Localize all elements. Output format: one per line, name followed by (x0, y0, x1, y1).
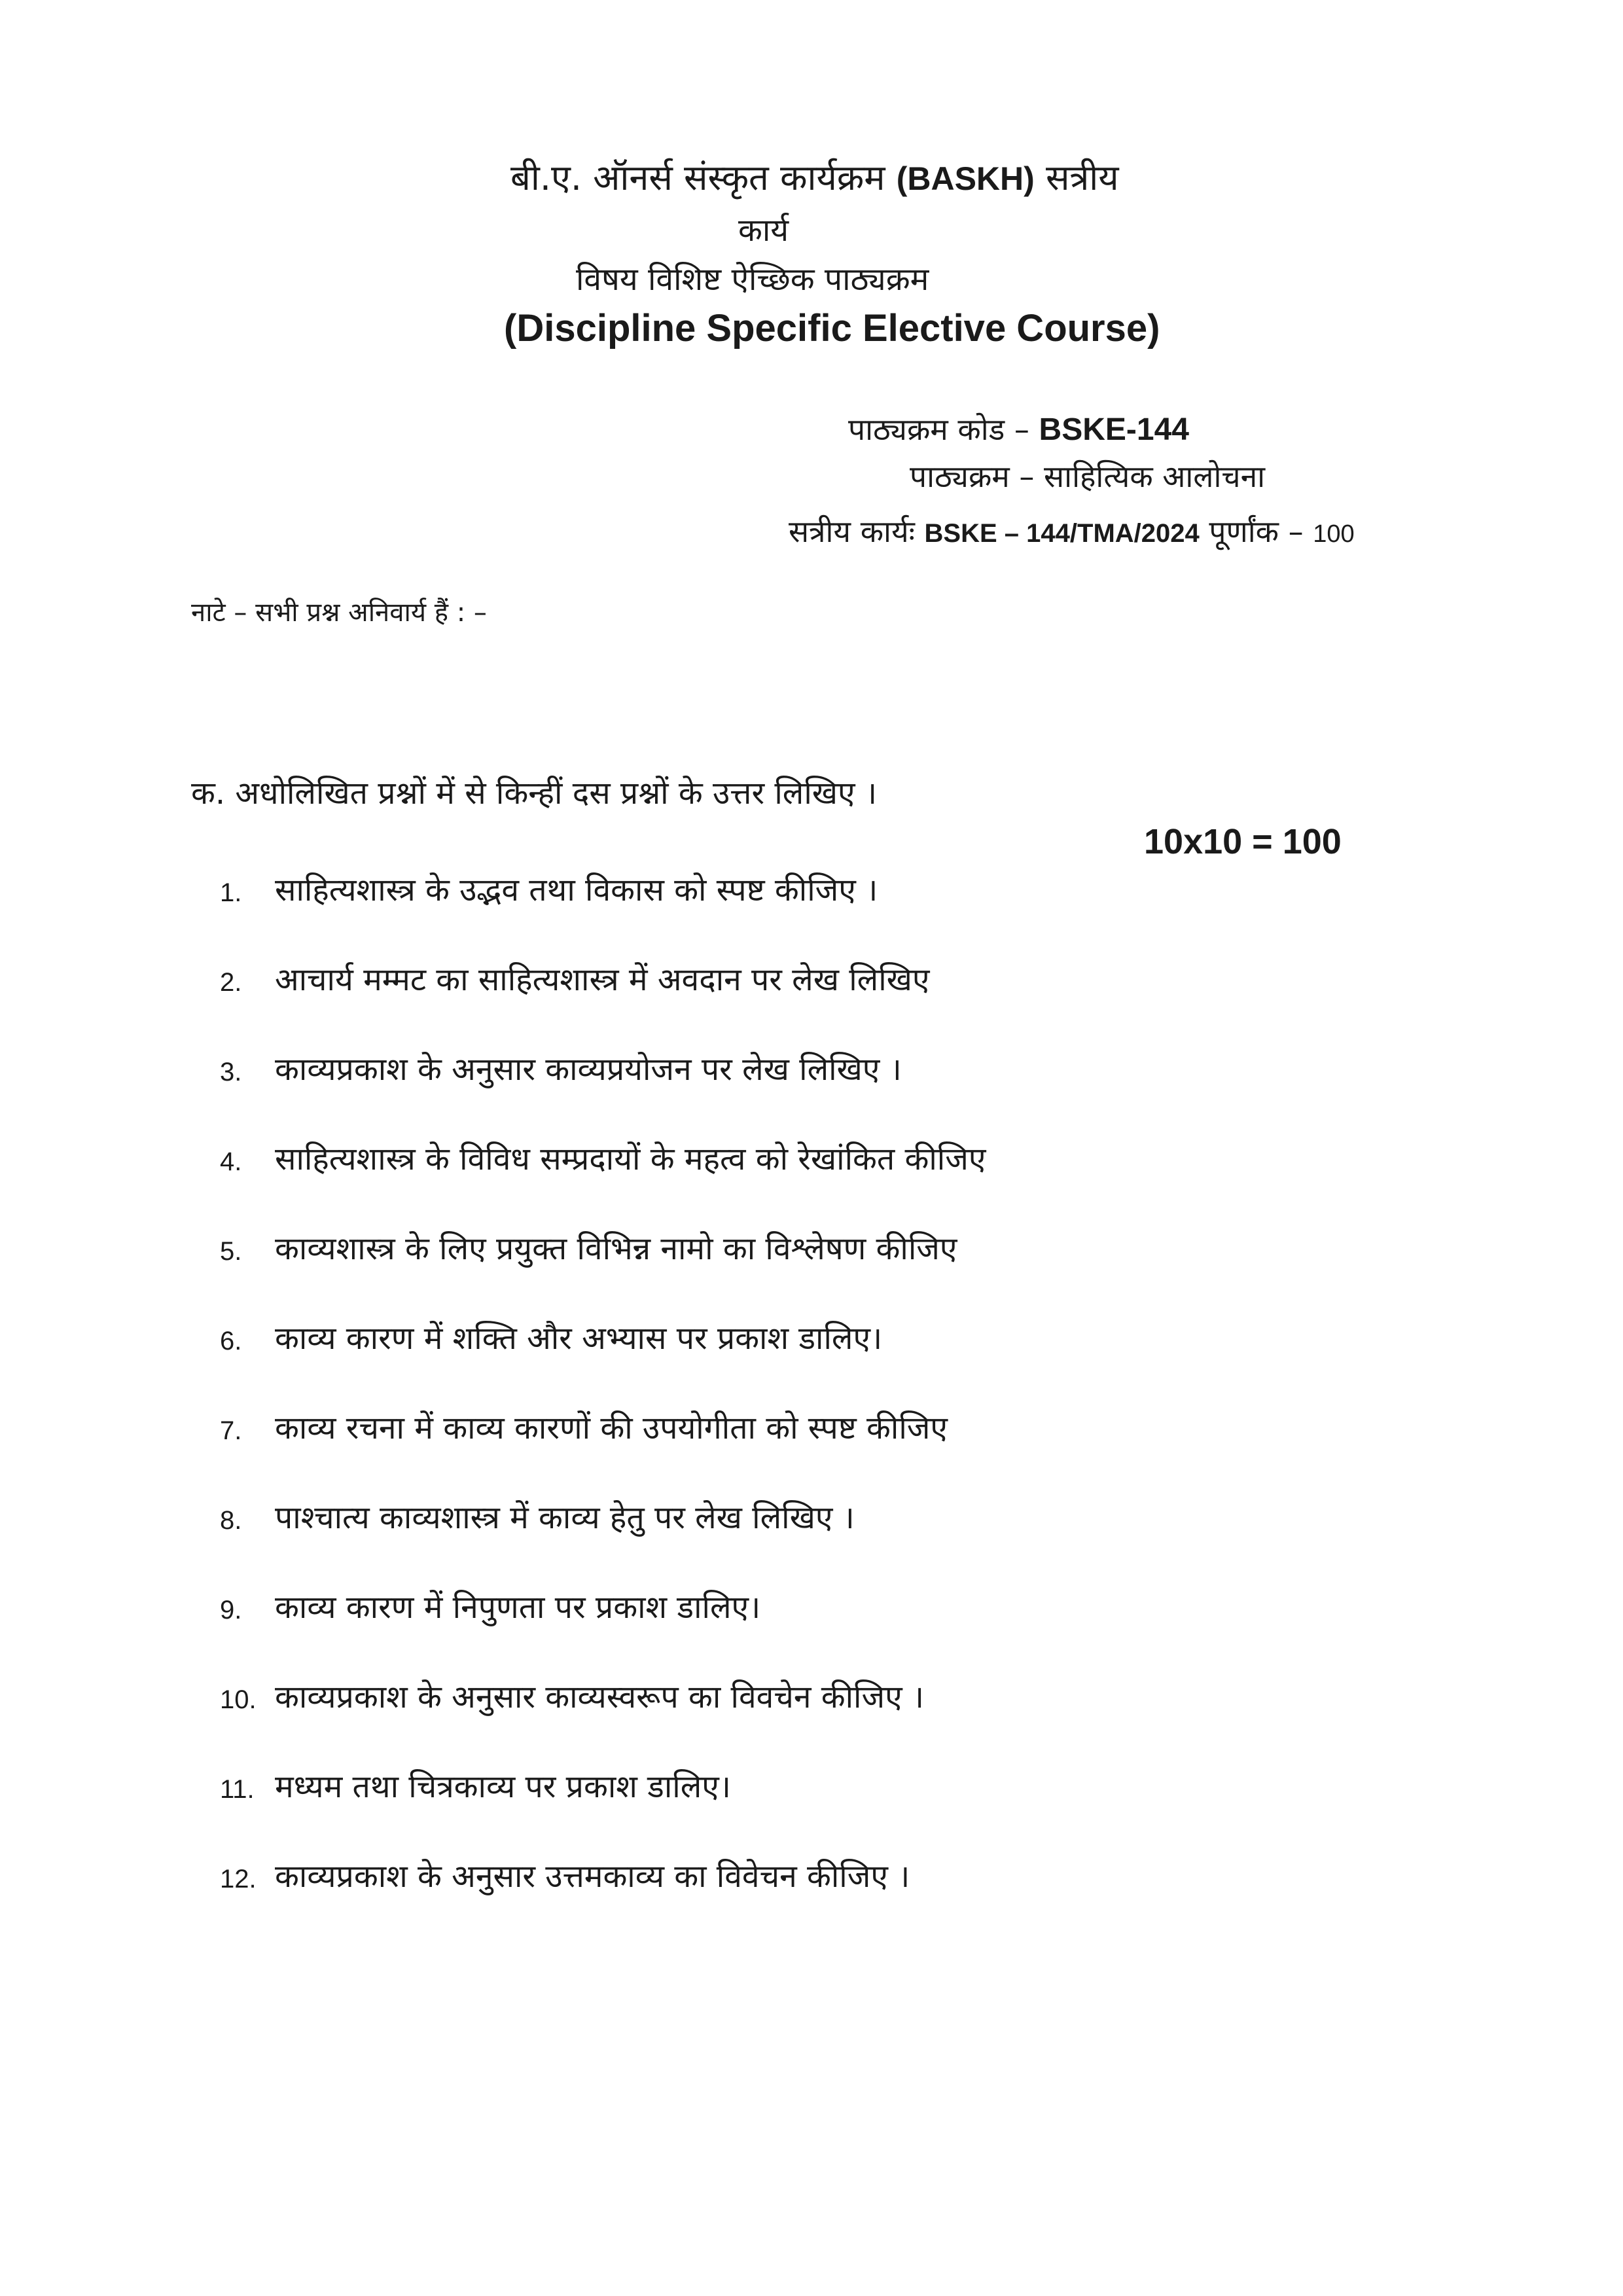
programme-title (510, 152, 1119, 200)
question-text: साहित्यशास्त्र के उद्भव तथा विकास को स्पष्ट कीजिए । (275, 872, 878, 908)
course-category-english: (Discipline Specific Elective Course) (504, 307, 1160, 350)
question-number: 8. (220, 1506, 242, 1535)
question-text: मध्यम तथा चित्रकाव्य पर प्रकाश डालिए। (275, 1768, 731, 1805)
question-number: 11. (220, 1775, 255, 1804)
section-heading: क. अधोलिखित प्रश्नों में से किन्हीं दस प्रश्नों के उत्तर लिखिए । (191, 775, 878, 812)
question-item (220, 1585, 986, 1675)
question-item (220, 868, 986, 958)
question-text: काव्यप्रकाश के अनुसार काव्यस्वरूप का विवचेन कीजिए । (275, 1679, 925, 1715)
question-item (220, 1675, 986, 1765)
question-number: 4. (220, 1147, 242, 1176)
question-text: काव्यप्रकाश के अनुसार उत्तमकाव्य का विवेचन कीजिए । (275, 1858, 910, 1895)
assignment-line (789, 511, 1355, 551)
question-text: काव्य कारण में शक्ति और अभ्यास पर प्रकाश डालिए। (275, 1320, 883, 1357)
question-number: 7. (220, 1416, 242, 1445)
section-marks: 10x10 = 100 (1144, 822, 1342, 861)
question-text: साहित्यशास्त्र के विविध सम्प्रदायों के महत्व को रेखांकित कीजिए (275, 1141, 986, 1177)
max-marks: 100 (1313, 520, 1355, 548)
question-number: 2. (220, 968, 242, 997)
question-item (220, 1406, 986, 1496)
question-text: काव्य रचना में काव्य कारणों की उपयोगीता को स्पष्ट कीजिए (275, 1410, 948, 1446)
question-number: 12. (220, 1865, 257, 1893)
assignment-label: सत्रीय कार्यः (789, 514, 915, 549)
question-number: 5. (220, 1237, 242, 1266)
question-list (220, 868, 986, 1944)
question-text: आचार्य मम्मट का साहित्यशास्त्र में अवदान पर लेख लिखिए (275, 961, 930, 998)
programme-title-continuation: कार्य (738, 212, 789, 249)
question-text: काव्य कारण में निपुणता पर प्रकाश डालिए। (275, 1589, 761, 1626)
question-text: काव्यप्रकाश के अनुसार काव्यप्रयोजन पर लेख लिखिए । (275, 1051, 902, 1088)
assignment-code: BSKE – 144/TMA/2024 (924, 519, 1200, 548)
max-marks-label: पूर्णांक – (1209, 514, 1304, 549)
question-item (220, 1316, 986, 1406)
question-text: पाश्चात्य काव्यशास्त्र में काव्य हेतु पर लेख लिखिए । (275, 1499, 855, 1536)
question-item (220, 958, 986, 1047)
question-item (220, 1765, 986, 1854)
course-name-line: पाठ्यक्रम – साहित्यिक आलोचना (910, 459, 1266, 494)
question-number: 10. (220, 1685, 257, 1714)
course-code-line (848, 408, 1189, 449)
question-item (220, 1227, 986, 1316)
course-code-label: पाठ्यक्रम कोड – (848, 412, 1029, 447)
question-item (220, 1137, 986, 1227)
question-text: काव्यशास्त्र के लिए प्रयुक्त विभिन्न नामो का विश्लेषण कीजिए (275, 1230, 957, 1267)
course-code: BSKE-144 (1039, 412, 1189, 447)
question-number: 9. (220, 1596, 242, 1624)
programme-title-hindi: बी.ए. ऑनर्स संस्कृत कार्यक्रम (510, 157, 885, 198)
question-number: 1. (220, 878, 242, 907)
question-item (220, 1047, 986, 1137)
programme-title-suffix: सत्रीय (1045, 157, 1119, 198)
question-item (220, 1854, 986, 1944)
question-number: 6. (220, 1327, 242, 1355)
programme-code: (BASKH) (896, 160, 1035, 197)
question-number: 3. (220, 1058, 242, 1086)
instruction-note: नाटे – सभी प्रश्न अनिवार्य हैं : – (191, 598, 487, 628)
course-category-hindi: विषय विशिष्ट ऐच्छिक पाठ्यक्रम (576, 261, 929, 298)
question-item (220, 1496, 986, 1585)
